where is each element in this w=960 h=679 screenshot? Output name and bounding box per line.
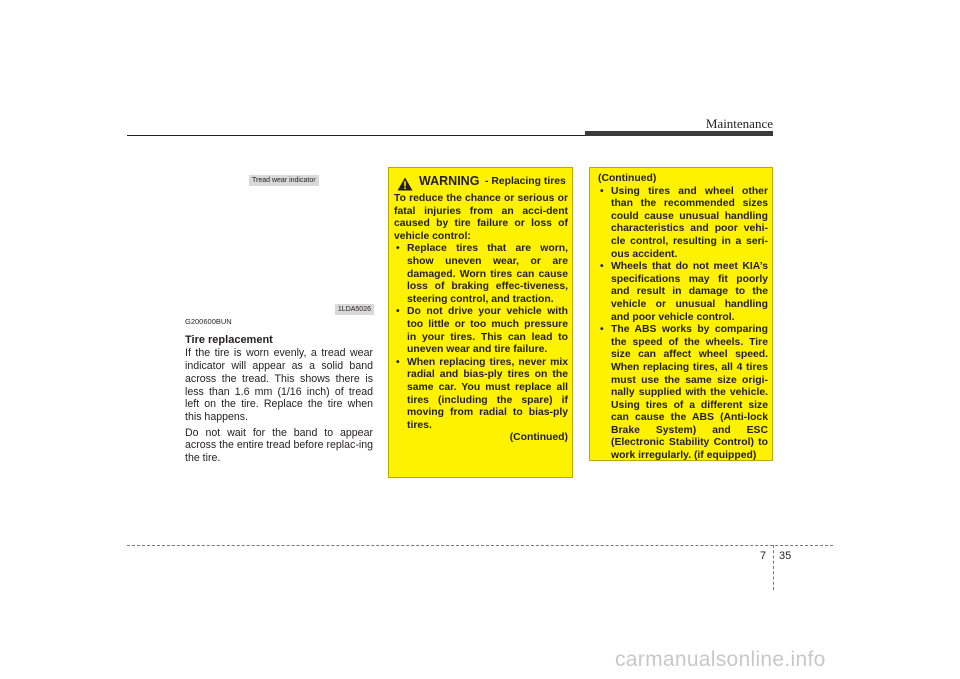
warning-header	[394, 174, 568, 191]
paragraph: If the tire is worn evenly, a tread wear indicator will appear as a solid band across the tread. This shows there is less than 1.6 mm (1/16 inch) of tread left on the tire. Replace the tire when this happens.	[185, 347, 373, 423]
watermark: carmanualsonline.info	[615, 648, 826, 671]
left-column	[185, 316, 373, 468]
footer-dashed-divider	[773, 545, 774, 590]
warning-list	[394, 243, 568, 432]
continued-label: (Continued)	[509, 432, 568, 444]
section-heading: Tire replacement	[185, 333, 273, 346]
warning-subtitle: - Replacing tires	[485, 176, 566, 187]
warning-intro: To reduce the chance or serious or fatal injuries from an acci-dent caused by tire failure or loss of vehicle control:	[394, 193, 568, 242]
list-item: • Wheels that do not meet KIA’s specifications may fit poorly and result in damage to the vehicle or unusual handling and poor vehicle control.	[598, 261, 768, 324]
paragraph: Do not wait for the band to appear across the entire tread before replac-ing the tire.	[185, 426, 373, 465]
figure-code: 1LDA5026	[335, 304, 374, 315]
warning-box	[388, 167, 573, 478]
continued-head: (Continued)	[598, 173, 657, 184]
section-code: G200600BUN	[185, 317, 232, 326]
chapter-number: 7	[760, 550, 767, 562]
warning-triangle-icon	[397, 177, 413, 191]
list-item: • Do not drive your vehicle with too little or too much pressure in your tires. This can lead to uneven wear and tire failure.	[394, 306, 568, 356]
list-item: • The ABS works by comparing the speed of the wheels. Tire size can affect wheel speed. When replacing tires, all 4 tires must use the same size origi-nally supplied with the vehicle. Using tires of a different size can cause the ABS (Anti-lock Brake System) and ESC (Electronic Stability Control) to work irregularly. (if equipped)	[598, 324, 768, 463]
list-item: • When replacing tires, never mix radial and bias-ply tires on the same car. You must replace all tires (including the spare) if moving from radial to bias-ply tires.	[394, 357, 568, 433]
figure-label: Tread wear indicator	[249, 175, 319, 186]
warning-word: WARNING	[419, 174, 480, 188]
continued-box	[589, 167, 773, 461]
header-rule-thin	[127, 135, 587, 136]
continued-list	[598, 186, 768, 463]
list-item: • Using tires and wheel other than the recommended sizes could cause unusual handling characteristics and poor vehi-cle control, resulting in a seri-ous accident.	[598, 186, 768, 262]
footer-dashed-rule	[127, 545, 833, 546]
page-number: 35	[779, 550, 792, 562]
section-title: Maintenance	[705, 116, 773, 131]
tread-wear-figure	[185, 167, 374, 317]
list-item: • Replace tires that are worn, show uneven wear, or are damaged. Worn tires can cause loss of braking effec-tiveness, steering control, and traction.	[394, 243, 568, 306]
header-rule-thick	[585, 131, 773, 136]
